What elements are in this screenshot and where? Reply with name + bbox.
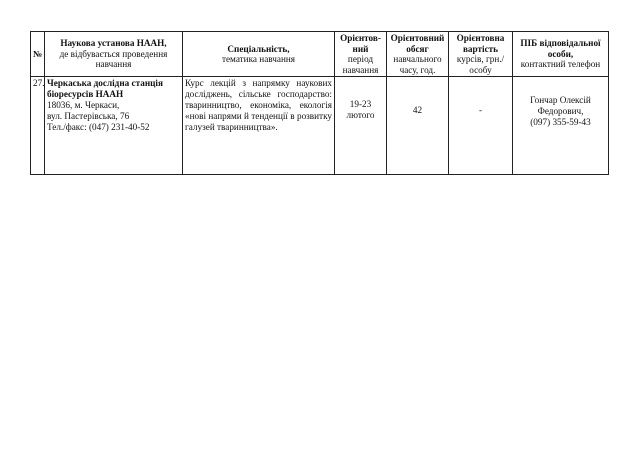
header-period-sub: період навчання xyxy=(342,54,379,75)
header-institution xyxy=(45,32,183,77)
period-month: лютого xyxy=(346,110,375,121)
header-contact-sub: контактний телефон xyxy=(520,59,601,70)
header-cost xyxy=(449,32,513,77)
contact-name-line2: Федорович, xyxy=(537,106,584,117)
header-cost-sub: курсів, грн./особу xyxy=(456,54,505,75)
row-number: 27. xyxy=(31,77,45,175)
header-specialty xyxy=(183,32,335,77)
header-contact xyxy=(513,32,609,77)
header-period-label: Орієнтов-ний xyxy=(340,33,381,54)
hours-cell: 42 xyxy=(387,77,449,175)
header-institution-label: Наукова установа НААН, xyxy=(60,38,167,49)
table-row xyxy=(31,77,609,175)
period-cell xyxy=(335,77,387,175)
header-institution-sub: де відбувається проведення навчання xyxy=(59,48,168,70)
header-cost-label: Орієнтовна вартість xyxy=(456,33,505,54)
contact-cell xyxy=(513,77,609,175)
header-period xyxy=(335,32,387,77)
period-dates: 19-23 xyxy=(349,99,372,110)
header-number xyxy=(31,32,45,77)
table-header-row xyxy=(31,32,609,77)
institution-phone: Тел./факс: (047) 231-40-52 xyxy=(47,122,150,133)
header-hours-label: Орієнтовний обсяг xyxy=(390,33,445,54)
contact-name-line1: Гончар Олексій xyxy=(530,95,591,106)
institution-address-line1: 18036, м. Черкаси, xyxy=(47,100,120,111)
header-hours xyxy=(387,32,449,77)
cost-cell: - xyxy=(449,77,513,175)
course-description: Курс лекцій з напрямку наукових досліджень, сільське господарство: тваринництво, економіка, екологія «нові напрями й тенденції в розвитку галузей тваринництва». xyxy=(183,77,335,175)
institution-address-line2: вул. Пастерівська, 76 xyxy=(47,111,130,122)
header-hours-sub: навчального часу, год. xyxy=(393,54,442,75)
institution-name: Черкаська дослідна станція біоресурсів НААН xyxy=(47,78,163,100)
header-number-label: № xyxy=(33,48,43,59)
header-specialty-sub: тематика навчання xyxy=(221,54,296,65)
header-specialty-label: Спеціальність, xyxy=(227,43,290,54)
institution-cell xyxy=(45,77,183,175)
courses-table xyxy=(30,31,609,175)
contact-phone: (097) 355-59-43 xyxy=(530,117,591,128)
header-contact-label: ПІБ відповідальної особи, xyxy=(520,38,601,59)
